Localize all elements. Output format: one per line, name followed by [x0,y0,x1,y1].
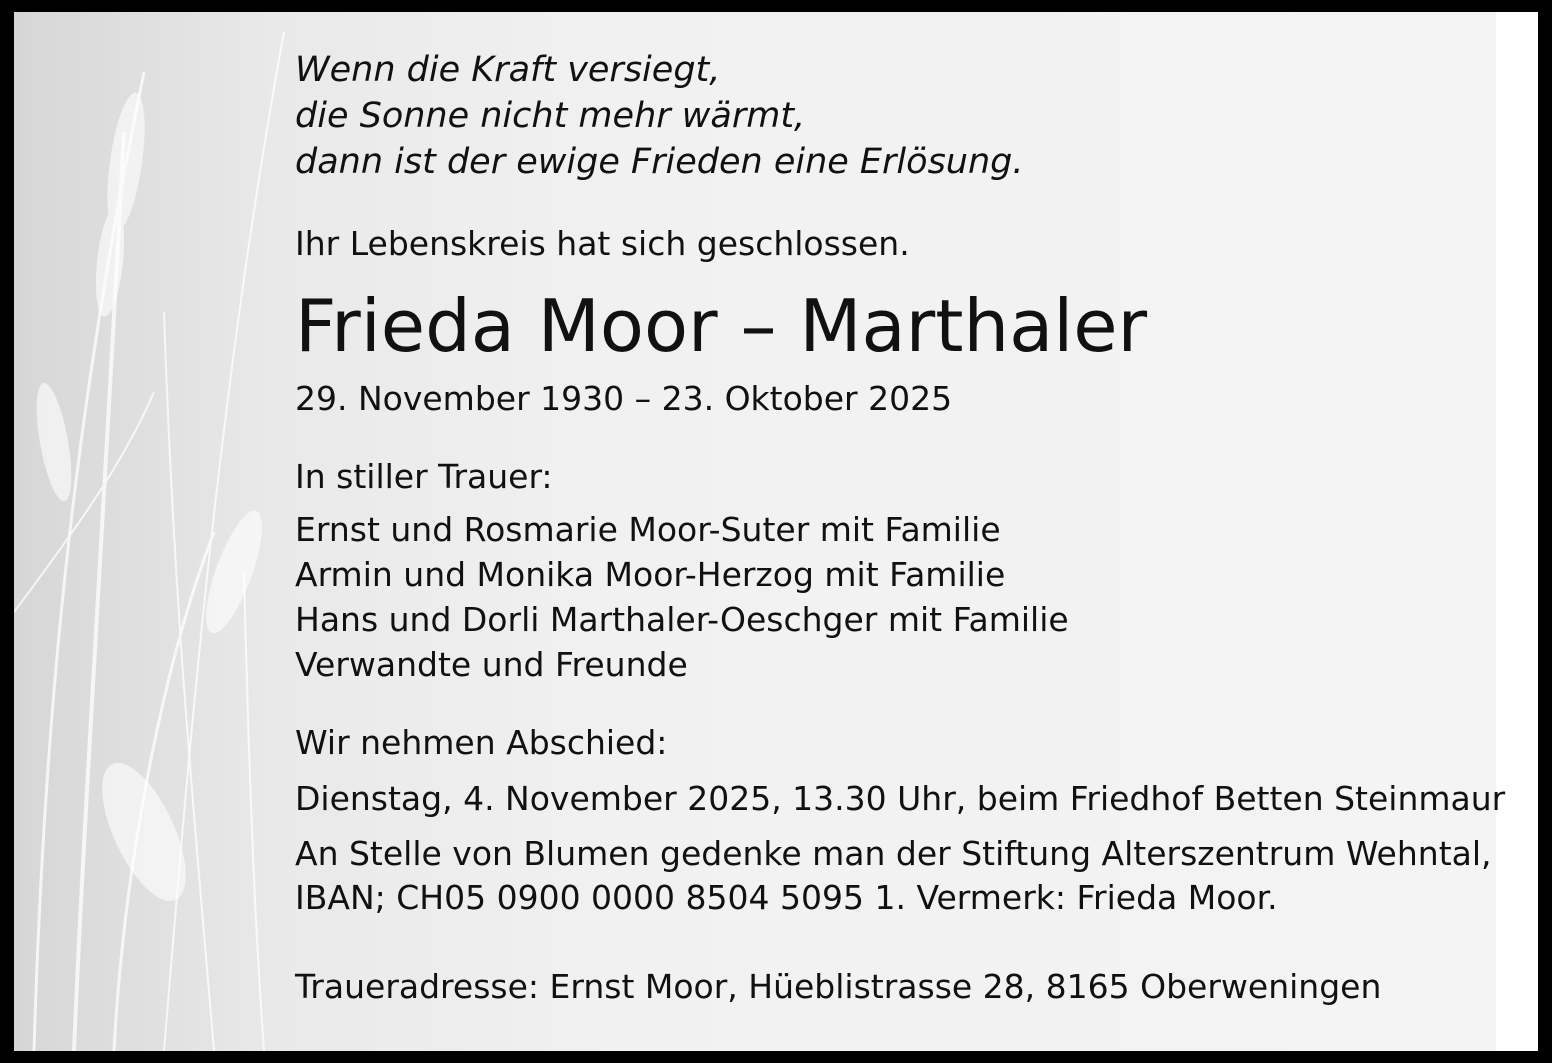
life-dates: 29. November 1930 – 23. Oktober 2025 [295,379,953,418]
mourner-line: Verwandte und Freunde [295,645,688,684]
mourner-line: Ernst und Rosmarie Moor-Suter mit Familie [295,510,1001,549]
obituary-paper [14,12,1506,1051]
mourners-heading: In stiller Trauer: [295,457,553,496]
intro-text: Ihr Lebenskreis hat sich geschlossen. [295,224,910,263]
farewell-details: Dienstag, 4. November 2025, 13.30 Uhr, beim Friedhof Betten Steinmaur [295,779,1506,818]
donation-line-2: IBAN; CH05 0900 0000 8504 5095 1. Vermerk: Frieda Moor. [295,878,1278,917]
poem-line-1: Wenn die Kraft versiegt, [295,50,721,90]
poem-line-2: die Sonne nicht mehr wärmt, [295,96,806,136]
farewell-heading: Wir nehmen Abschied: [295,723,668,762]
mourning-address: Traueradresse: Ernst Moor, Hüeblistrasse 28, 8165 Oberweningen [295,967,1382,1006]
deceased-name: Frieda Moor – Marthaler [295,284,1148,368]
mourner-line: Hans und Dorli Marthaler-Oeschger mit Familie [295,600,1069,639]
poem-line-3: dann ist der ewige Frieden eine Erlösung. [295,142,1024,182]
mourner-line: Armin und Monika Moor-Herzog mit Familie [295,555,1006,594]
wheat-illustration [14,12,314,1051]
donation-line-1: An Stelle von Blumen gedenke man der Stiftung Alterszentrum Wehntal, [295,834,1492,873]
